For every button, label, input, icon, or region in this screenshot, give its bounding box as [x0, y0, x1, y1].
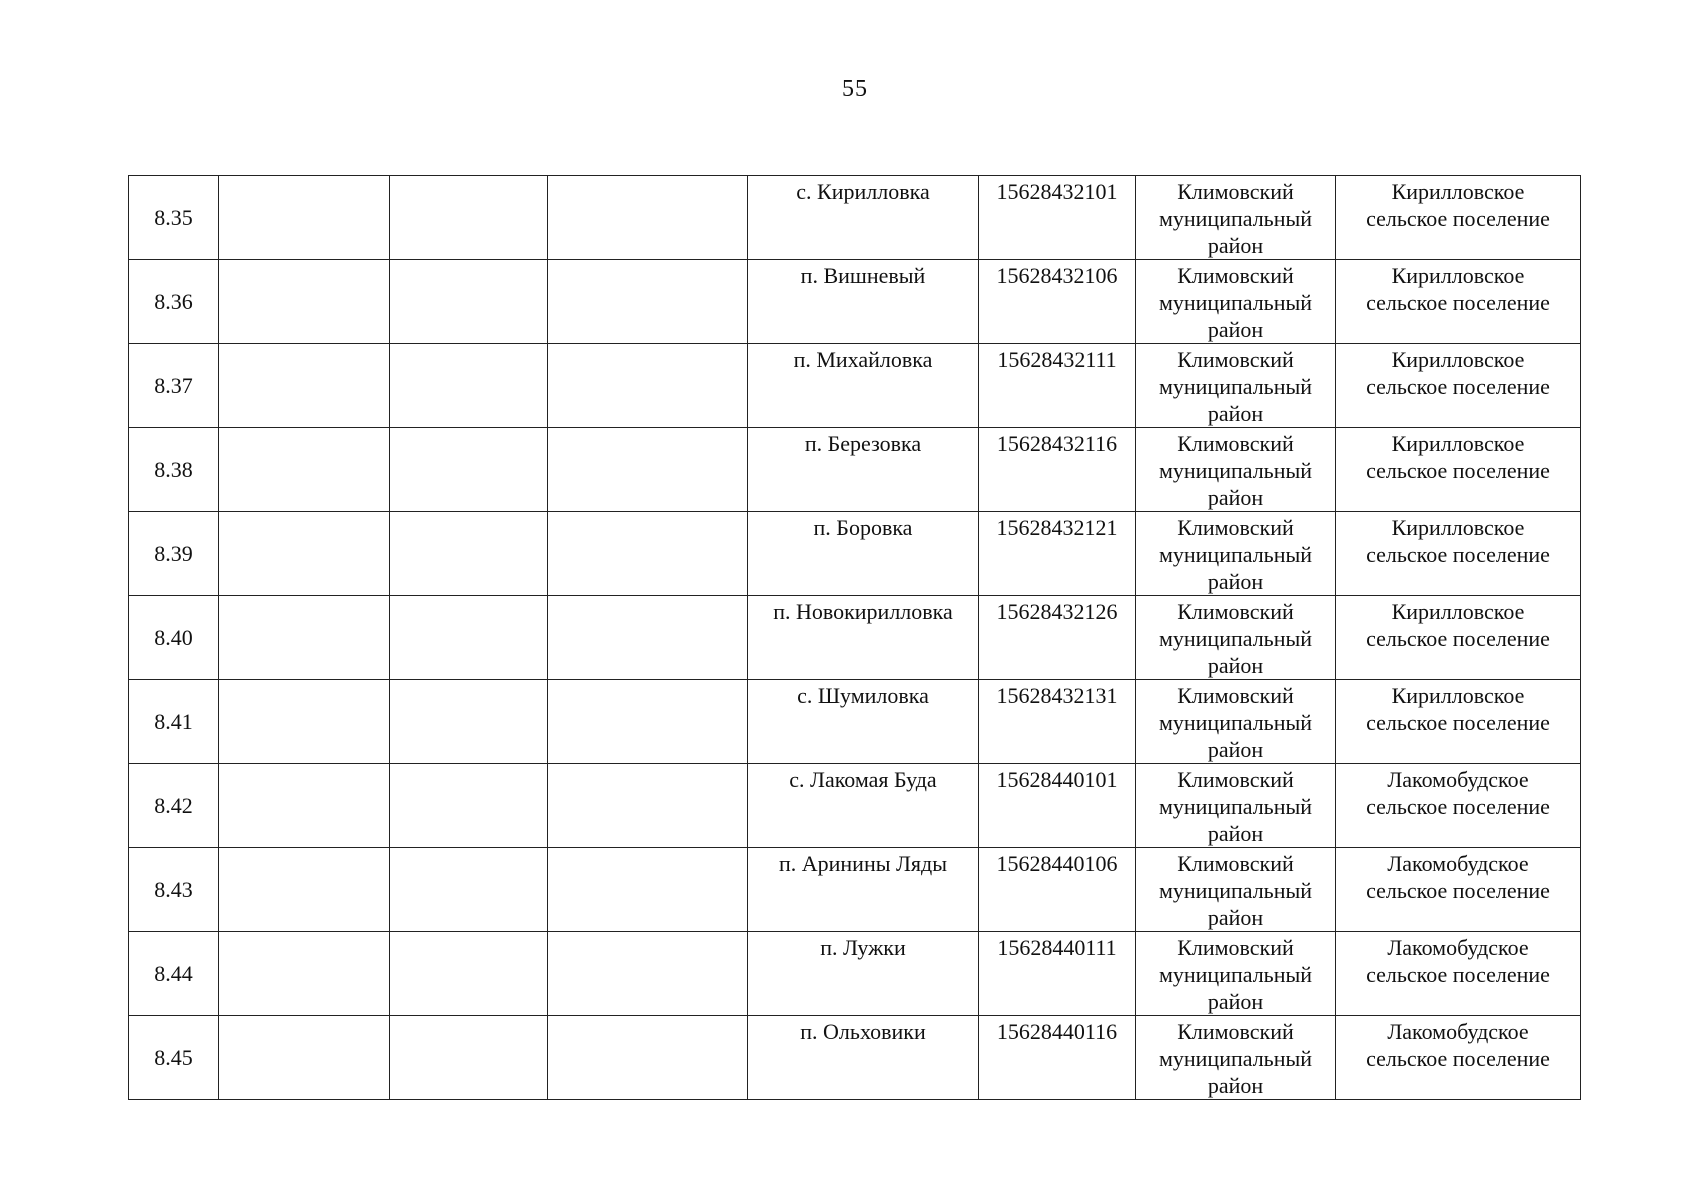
municipality-cell [1336, 932, 1581, 1016]
district-line: муниципальный [1158, 374, 1313, 399]
municipality-line: сельское поселение [1366, 710, 1550, 735]
oktmo-code-cell: 15628432126 [979, 596, 1136, 680]
settlement-name-cell: с. Кирилловка [748, 176, 979, 260]
empty-cell [548, 260, 748, 344]
district-line: муниципальный [1158, 290, 1313, 315]
district-line: район [1207, 905, 1264, 930]
empty-cell [219, 764, 390, 848]
empty-cell [548, 848, 748, 932]
row-number-cell: 8.40 [129, 596, 219, 680]
district-line: муниципальный [1158, 878, 1313, 903]
district-line: Климовский [1177, 515, 1294, 540]
empty-cell [219, 260, 390, 344]
district-line: Климовский [1177, 1019, 1294, 1044]
municipality-line: сельское поселение [1366, 290, 1550, 315]
empty-cell [219, 848, 390, 932]
empty-cell [548, 176, 748, 260]
municipality-line: Кирилловское [1391, 431, 1525, 456]
district-cell [1136, 764, 1336, 848]
oktmo-code-cell: 15628432101 [979, 176, 1136, 260]
empty-cell [219, 1016, 390, 1100]
empty-cell [548, 428, 748, 512]
district-line: муниципальный [1158, 626, 1313, 651]
district-cell [1136, 512, 1336, 596]
municipality-cell [1336, 512, 1581, 596]
empty-cell [219, 176, 390, 260]
empty-cell [390, 680, 548, 764]
district-line: муниципальный [1158, 962, 1313, 987]
settlement-name-cell: п. Аринины Ляды [748, 848, 979, 932]
municipality-line: Лакомобудское [1387, 767, 1529, 792]
row-number-cell: 8.41 [129, 680, 219, 764]
table-row [129, 680, 1581, 764]
empty-cell [390, 428, 548, 512]
row-number-cell: 8.37 [129, 344, 219, 428]
municipality-line: Лакомобудское [1387, 851, 1529, 876]
district-line: муниципальный [1158, 794, 1313, 819]
empty-cell [548, 596, 748, 680]
municipality-line: Кирилловское [1391, 683, 1525, 708]
district-cell [1136, 428, 1336, 512]
empty-cell [548, 680, 748, 764]
district-line: район [1207, 317, 1264, 342]
oktmo-code-cell: 15628440111 [979, 932, 1136, 1016]
municipality-cell [1336, 344, 1581, 428]
table-row [129, 512, 1581, 596]
oktmo-code-cell: 15628432116 [979, 428, 1136, 512]
district-cell [1136, 848, 1336, 932]
district-line: Климовский [1177, 851, 1294, 876]
district-line: муниципальный [1158, 458, 1313, 483]
empty-cell [219, 596, 390, 680]
district-line: район [1207, 569, 1264, 594]
table-row [129, 764, 1581, 848]
municipality-line: Кирилловское [1391, 347, 1525, 372]
oktmo-code-cell: 15628432131 [979, 680, 1136, 764]
empty-cell [390, 260, 548, 344]
settlement-name-cell: п. Вишневый [748, 260, 979, 344]
district-line: Климовский [1177, 263, 1294, 288]
empty-cell [219, 932, 390, 1016]
district-line: район [1207, 989, 1264, 1014]
empty-cell [390, 344, 548, 428]
district-cell [1136, 344, 1336, 428]
table-row [129, 1016, 1581, 1100]
row-number-cell: 8.43 [129, 848, 219, 932]
municipality-line: Кирилловское [1391, 515, 1525, 540]
municipality-cell [1336, 764, 1581, 848]
district-line: Климовский [1177, 431, 1294, 456]
empty-cell [548, 764, 748, 848]
municipality-cell [1336, 680, 1581, 764]
municipality-line: сельское поселение [1366, 1046, 1550, 1071]
municipality-cell [1336, 596, 1581, 680]
district-line: муниципальный [1158, 1046, 1313, 1071]
table-row [129, 260, 1581, 344]
empty-cell [219, 680, 390, 764]
district-line: муниципальный [1158, 542, 1313, 567]
municipality-line: сельское поселение [1366, 626, 1550, 651]
empty-cell [390, 764, 548, 848]
table-body [129, 176, 1581, 1100]
municipality-cell [1336, 1016, 1581, 1100]
municipality-line: Лакомобудское [1387, 1019, 1529, 1044]
oktmo-code-cell: 15628440106 [979, 848, 1136, 932]
municipality-line: Кирилловское [1391, 179, 1525, 204]
settlement-name-cell: с. Шумиловка [748, 680, 979, 764]
row-number-cell: 8.42 [129, 764, 219, 848]
municipality-cell [1336, 176, 1581, 260]
empty-cell [390, 596, 548, 680]
row-number-cell: 8.39 [129, 512, 219, 596]
settlement-name-cell: п. Боровка [748, 512, 979, 596]
district-line: Климовский [1177, 935, 1294, 960]
oktmo-code-cell: 15628432111 [979, 344, 1136, 428]
municipality-line: сельское поселение [1366, 374, 1550, 399]
page-number: 55 [842, 76, 868, 102]
municipality-line: сельское поселение [1366, 878, 1550, 903]
oktmo-code-cell: 15628440101 [979, 764, 1136, 848]
table-row [129, 428, 1581, 512]
table-row [129, 848, 1581, 932]
district-cell [1136, 680, 1336, 764]
table-row [129, 176, 1581, 260]
settlement-name-cell: с. Лакомая Буда [748, 764, 979, 848]
empty-cell [548, 512, 748, 596]
municipality-line: сельское поселение [1366, 458, 1550, 483]
settlement-name-cell: п. Березовка [748, 428, 979, 512]
district-cell [1136, 1016, 1336, 1100]
oktmo-code-cell: 15628440116 [979, 1016, 1136, 1100]
table-row [129, 596, 1581, 680]
empty-cell [219, 344, 390, 428]
settlements-table [128, 175, 1581, 1100]
empty-cell [390, 1016, 548, 1100]
empty-cell [548, 932, 748, 1016]
table-row [129, 932, 1581, 1016]
empty-cell [548, 1016, 748, 1100]
municipality-line: сельское поселение [1366, 962, 1550, 987]
settlement-name-cell: п. Михайловка [748, 344, 979, 428]
district-line: Климовский [1177, 179, 1294, 204]
district-cell [1136, 596, 1336, 680]
district-line: район [1207, 401, 1264, 426]
municipality-line: Кирилловское [1391, 599, 1525, 624]
row-number-cell: 8.35 [129, 176, 219, 260]
table-row [129, 344, 1581, 428]
oktmo-code-cell: 15628432121 [979, 512, 1136, 596]
empty-cell [548, 344, 748, 428]
district-line: район [1207, 233, 1264, 258]
municipality-cell [1336, 428, 1581, 512]
empty-cell [390, 848, 548, 932]
row-number-cell: 8.45 [129, 1016, 219, 1100]
district-line: район [1207, 653, 1264, 678]
district-line: муниципальный [1158, 710, 1313, 735]
municipality-line: сельское поселение [1366, 794, 1550, 819]
oktmo-code-cell: 15628432106 [979, 260, 1136, 344]
empty-cell [390, 176, 548, 260]
empty-cell [390, 512, 548, 596]
district-line: муниципальный [1158, 206, 1313, 231]
row-number-cell: 8.44 [129, 932, 219, 1016]
district-line: район [1207, 737, 1264, 762]
district-line: Климовский [1177, 683, 1294, 708]
row-number-cell: 8.36 [129, 260, 219, 344]
district-cell [1136, 260, 1336, 344]
row-number-cell: 8.38 [129, 428, 219, 512]
municipality-cell [1336, 260, 1581, 344]
municipality-cell [1336, 848, 1581, 932]
district-line: район [1207, 485, 1264, 510]
municipality-line: Кирилловское [1391, 263, 1525, 288]
district-line: район [1207, 821, 1264, 846]
settlement-name-cell: п. Лужки [748, 932, 979, 1016]
empty-cell [219, 428, 390, 512]
municipality-line: сельское поселение [1366, 206, 1550, 231]
district-cell [1136, 176, 1336, 260]
district-line: район [1207, 1073, 1264, 1098]
settlement-name-cell: п. Новокирилловка [748, 596, 979, 680]
settlement-name-cell: п. Ольховики [748, 1016, 979, 1100]
empty-cell [390, 932, 548, 1016]
district-line: Климовский [1177, 767, 1294, 792]
municipality-line: сельское поселение [1366, 542, 1550, 567]
district-line: Климовский [1177, 347, 1294, 372]
empty-cell [219, 512, 390, 596]
district-line: Климовский [1177, 599, 1294, 624]
municipality-line: Лакомобудское [1387, 935, 1529, 960]
district-cell [1136, 932, 1336, 1016]
